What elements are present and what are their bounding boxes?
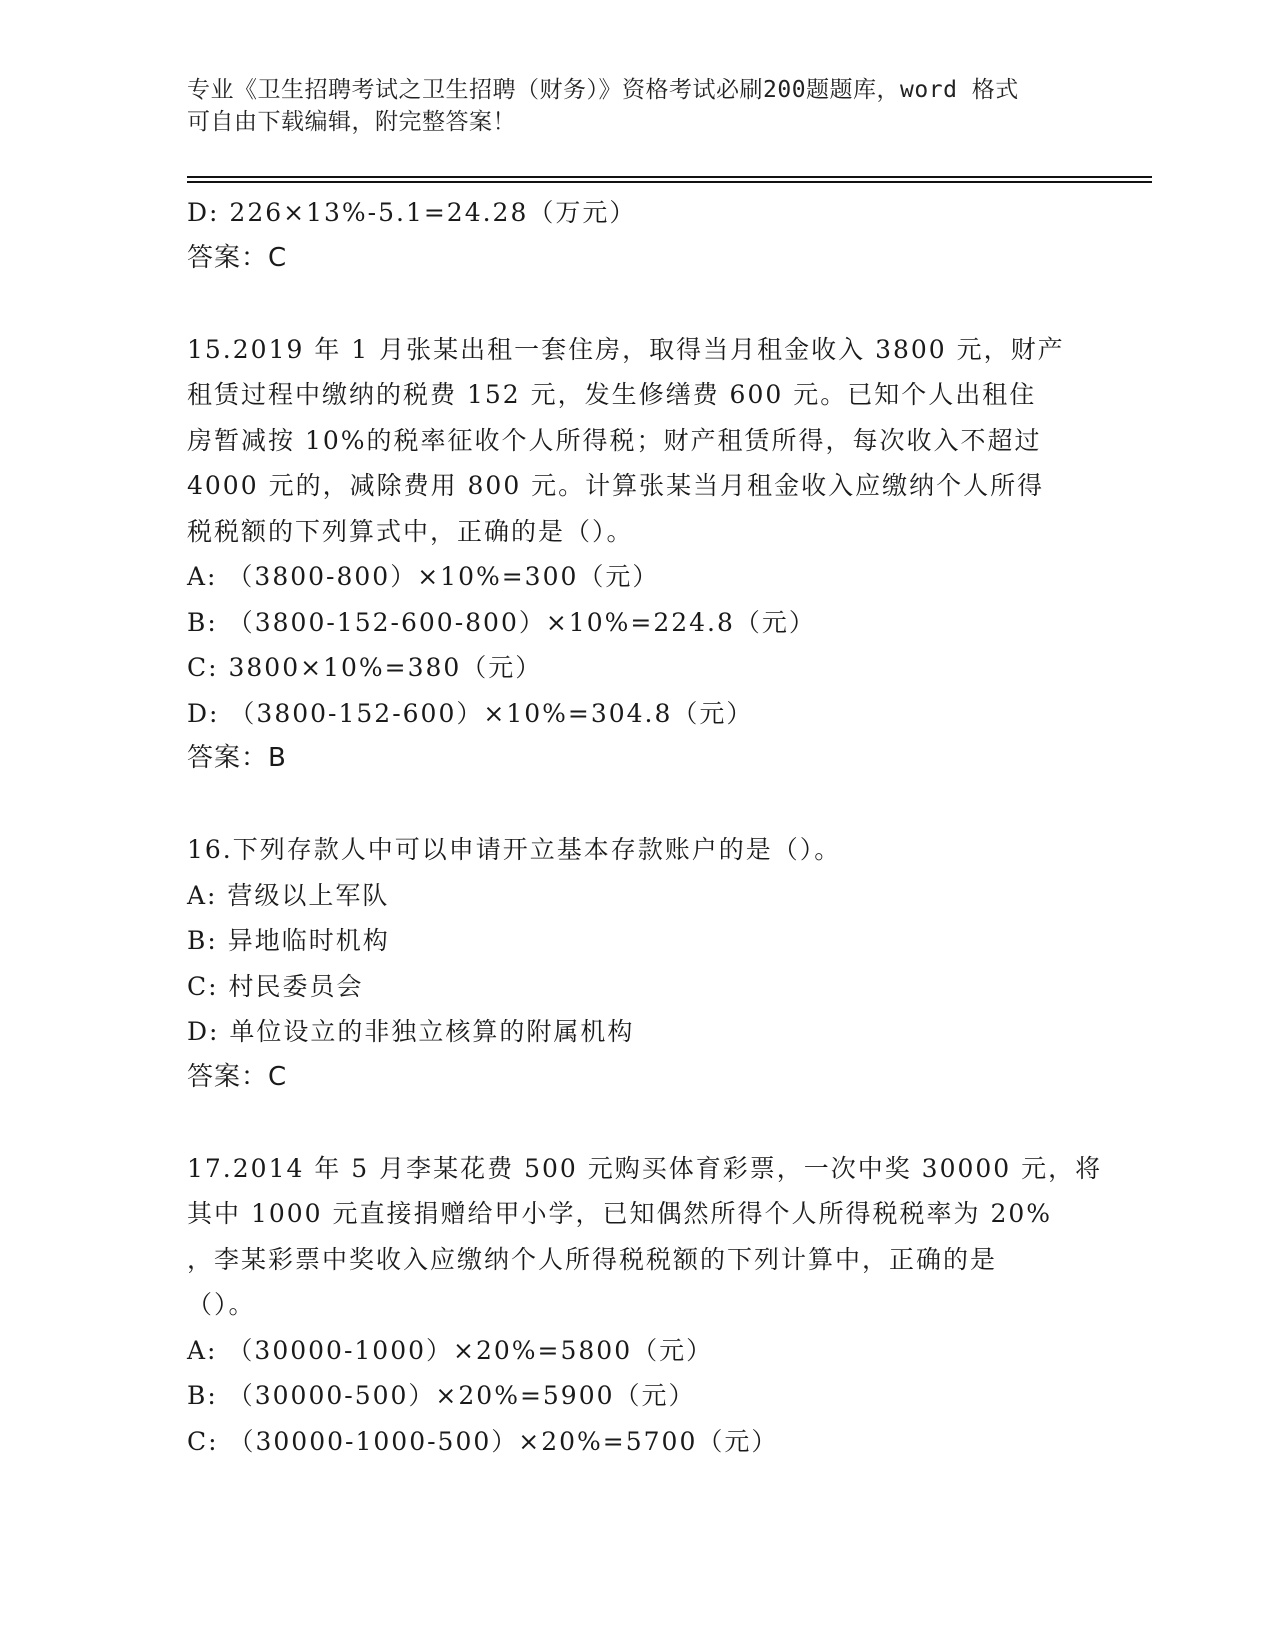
header-rule-top (187, 176, 1152, 178)
option-a: A: 营级以上军队 (187, 880, 390, 910)
option-d: D: （3800-152-600）×10%=304.8（元） (187, 698, 754, 728)
question-15 (187, 327, 1087, 782)
answer-line: 答案：C (187, 1061, 288, 1092)
header-rule-bottom (187, 181, 1152, 183)
question-stem-line: 17.2014 年 5 月李某花费 500 元购买体育彩票，一次中奖 30000 元，将 (187, 1153, 1103, 1183)
option-c: C: 3800×10%=380（元） (187, 653, 543, 682)
question-17 (187, 1146, 1103, 1465)
question-stem-line: 房暂减按 10%的税率征收个人所得税；财产租赁所得，每次收入不超过 (187, 425, 1042, 455)
document-body (187, 190, 1103, 1464)
header-title-line-1: 专业《卫生招聘考试之卫生招聘（财务）》资格考试必刷200题题库，word 格式 (187, 77, 1019, 103)
option-b: B: （3800-152-600-800）×10%=224.8（元） (187, 607, 816, 637)
question-stem-line: 税税额的下列算式中，正确的是（）。 (187, 516, 634, 546)
option-d: D: 单位设立的非独立核算的附属机构 (187, 1017, 635, 1046)
question-stem-line: 16.下列存款人中可以申请开立基本存款账户的是（）。 (187, 835, 842, 864)
question-stem-line: （）。 (187, 1290, 256, 1319)
option-a: A: （30000-1000）×20%=5800（元） (187, 1335, 714, 1365)
spacer (187, 1100, 1087, 1146)
previous-question-tail (187, 190, 1087, 281)
question-stem-line: ，李某彩票中奖收入应缴纳个人所得税税额的下列计算中，正确的是 (187, 1244, 998, 1274)
option-b: B: （30000-500）×20%=5900（元） (187, 1381, 696, 1410)
header-title-line-2: 可自由下载编辑，附完整答案！ (187, 109, 516, 135)
option-d: D: 226×13%-5.1=24.28（万元） (187, 198, 637, 227)
spacer (187, 782, 1087, 828)
document-header (187, 74, 1067, 138)
option-a: A: （3800-800）×10%=300（元） (187, 562, 660, 591)
question-16 (187, 827, 1087, 1100)
question-stem-line: 租赁过程中缴纳的税费 152 元，发生修缮费 600 元。已知个人出租住 (187, 380, 1037, 409)
option-c: C: 村民委员会 (187, 971, 364, 1001)
answer-line: 答案：B (187, 743, 287, 773)
option-c: C: （30000-1000-500）×20%=5700（元） (187, 1426, 779, 1456)
question-stem-line: 15.2019 年 1 月张某出租一套住房，取得当月租金收入 3800 元，财产 (187, 334, 1065, 364)
spacer (187, 281, 1087, 327)
question-stem-line: 4000 元的，减除费用 800 元。计算张某当月租金收入应缴纳个人所得 (187, 471, 1045, 500)
question-stem-line: 其中 1000 元直接捐赠给甲小学，已知偶然所得个人所得税税率为 20% (187, 1199, 1053, 1228)
option-b: B: 异地临时机构 (187, 926, 390, 955)
answer-line: 答案：C (187, 242, 288, 273)
